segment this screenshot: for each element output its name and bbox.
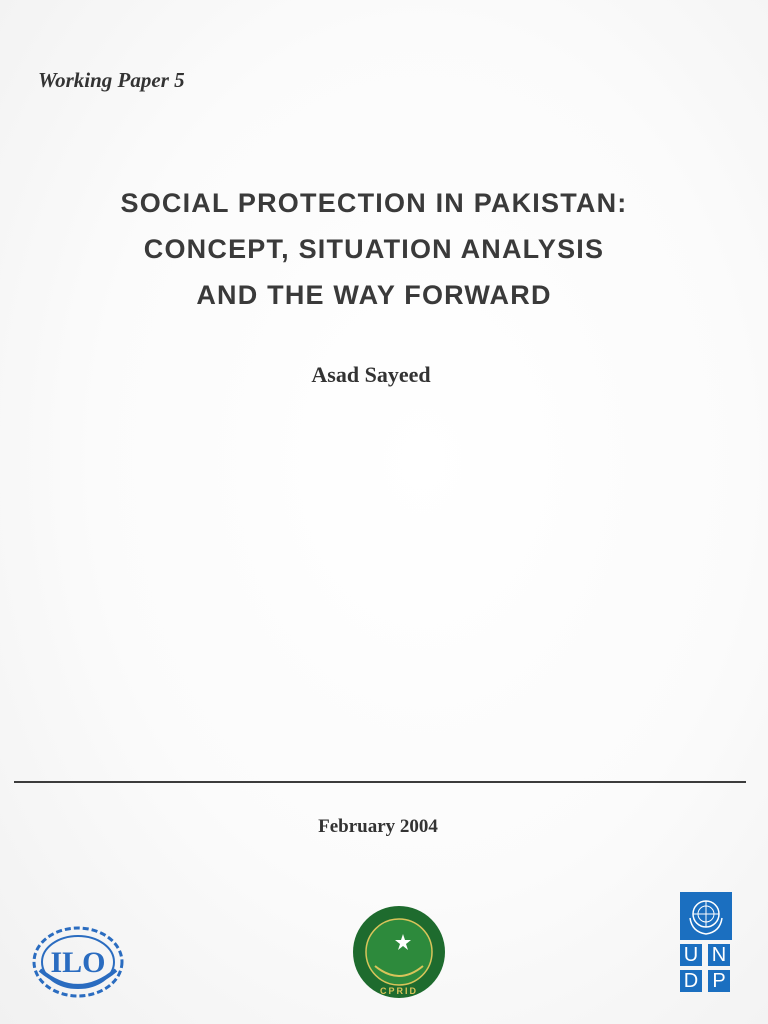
undp-logo: [680, 892, 732, 996]
un-emblem-icon: [680, 892, 732, 940]
undp-letter-p: P: [708, 970, 730, 992]
author-name: Asad Sayeed: [311, 362, 431, 387]
cprid-logo: [351, 904, 447, 1000]
undp-letter-u: U: [680, 944, 702, 966]
cprid-logo-text: CPRID: [379, 986, 419, 996]
undp-letter-n: N: [708, 944, 730, 966]
publication-date: February 2004: [318, 816, 438, 837]
title-line-2: CONCEPT, SITUATION ANALYSIS: [143, 234, 605, 264]
ilo-logo: [30, 924, 126, 1000]
document-title: [0, 180, 748, 318]
title-line-3: AND THE WAY FORWARD: [196, 280, 552, 310]
ilo-logo-text: ILO: [50, 946, 106, 979]
title-line-1: SOCIAL PROTECTION IN PAKISTAN:: [120, 188, 628, 218]
horizontal-divider: [14, 781, 746, 783]
series-label: Working Paper 5: [38, 68, 185, 92]
undp-letter-d: D: [680, 970, 702, 992]
